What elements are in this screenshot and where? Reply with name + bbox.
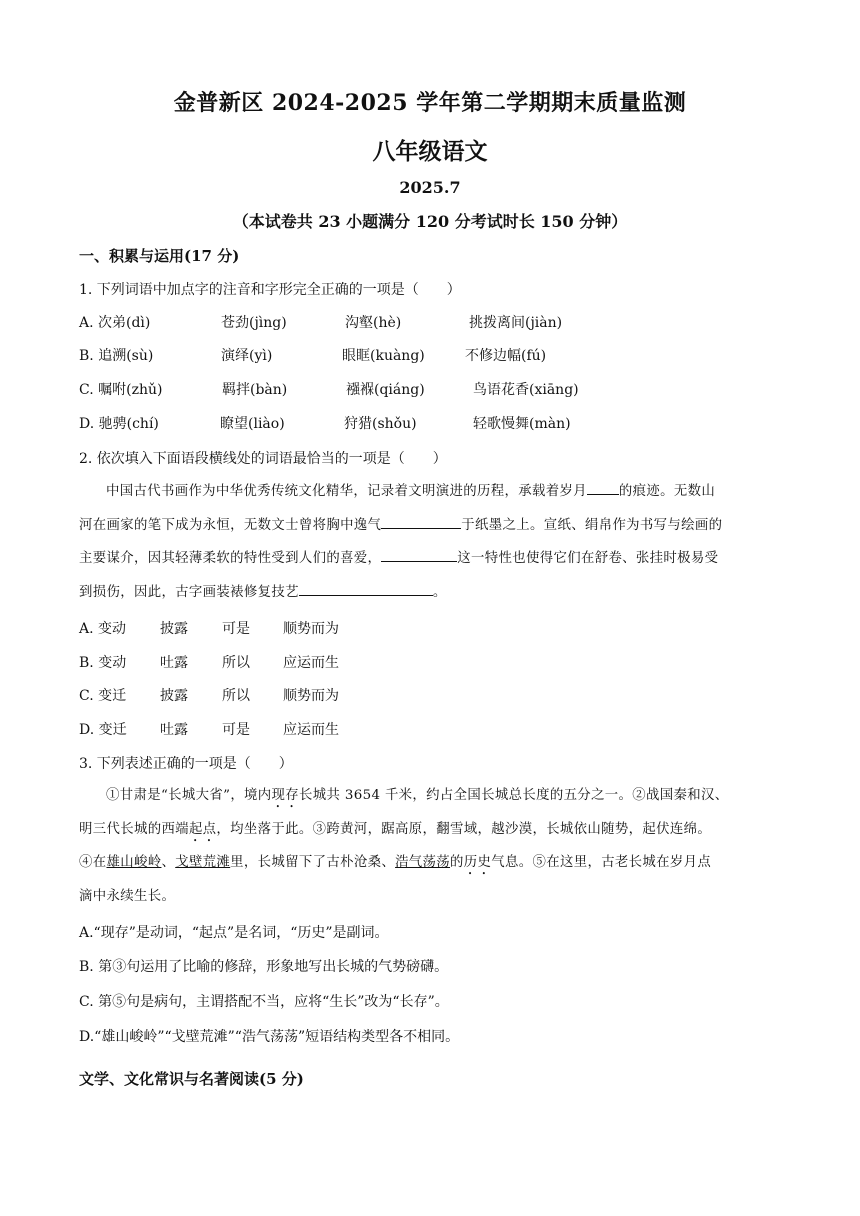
passage-text: 河在画家的笔下成为永恒，无数文士曾将胸中逸气 bbox=[79, 517, 382, 533]
question-2-passage bbox=[79, 475, 781, 609]
question-1-option-b bbox=[79, 345, 799, 365]
option-word: 披露 bbox=[160, 688, 188, 704]
option-word: A. 次弟(dì) bbox=[79, 315, 151, 331]
question-3-passage bbox=[79, 779, 781, 913]
question-3-option-c: C. 第⑤句是病句，主谓搭配不当，应将“生长”改为“长存”。 bbox=[79, 994, 449, 1010]
fill-blank-3 bbox=[381, 547, 457, 562]
option-word: 襁褓(qiáng) bbox=[346, 382, 425, 398]
question-2-option-c bbox=[79, 685, 799, 705]
marked-word-xiancun: 现存 bbox=[271, 788, 300, 803]
option-word: D. 驰骋(chí) bbox=[79, 416, 159, 432]
exam-info: （本试卷共 23 小题满分 120 分考试时长 150 分钟） bbox=[232, 212, 628, 231]
passage-text: 中国古代书画作为中华优秀传统文化精华，记录着文明演进的历程，承载着岁月 bbox=[106, 484, 587, 499]
option-word: 可是 bbox=[222, 621, 250, 637]
subject-title: 八年级语文 bbox=[372, 138, 488, 165]
option-word: D. 变迁 bbox=[79, 722, 127, 738]
option-word: 瞭望(liào) bbox=[220, 416, 285, 432]
passage-text: ④在 bbox=[79, 855, 107, 871]
passage-text: ，均坐落于此。③跨黄河，踞高原，翻雪域，越沙漠，长城依山随势，起伏连绵。 bbox=[216, 821, 712, 837]
question-2-option-d bbox=[79, 719, 799, 739]
option-word: C. 嘱咐(zhǔ) bbox=[79, 382, 163, 398]
fill-blank-1 bbox=[587, 480, 619, 495]
question-1-stem: 1. 下列词语中加点字的注音和字形完全正确的一项是（ ） bbox=[79, 282, 461, 298]
option-word: 羁拌(bàn) bbox=[222, 382, 288, 398]
passage-text: ①甘肃是“长城大省”，境内 bbox=[106, 788, 272, 803]
fill-blank-2 bbox=[381, 514, 461, 529]
passage-text: 到损伤，因此，古字画装裱修复技艺 bbox=[79, 584, 299, 600]
question-1-option-c bbox=[79, 379, 799, 399]
question-2-option-b bbox=[79, 652, 799, 672]
option-word: 顺势而为 bbox=[283, 688, 339, 704]
exam-date: 2025.7 bbox=[399, 178, 461, 197]
marked-word-lishi: 历史 bbox=[463, 855, 492, 871]
option-word: 吐露 bbox=[160, 655, 188, 671]
option-word: A. 变动 bbox=[79, 621, 127, 637]
option-word: 挑拨离间(jiàn) bbox=[469, 315, 563, 331]
option-word: 鸟语花香(xiāng) bbox=[473, 382, 579, 398]
section-heading-1: 一、积累与运用(17 分) bbox=[79, 247, 240, 265]
option-word: C. 变迁 bbox=[79, 688, 127, 704]
underlined-phrase-1: 雄山峻岭 bbox=[106, 855, 162, 871]
passage-text: 的 bbox=[450, 855, 464, 871]
passage-text: 。 bbox=[432, 584, 447, 600]
option-word: 吐露 bbox=[160, 722, 188, 738]
option-word: 应运而生 bbox=[283, 655, 339, 671]
question-3-option-b: B. 第③句运用了比喻的修辞，形象地写出长城的气势磅礴。 bbox=[79, 959, 449, 975]
underlined-phrase-2: 戈壁荒滩 bbox=[175, 855, 231, 871]
question-3-stem: 3. 下列表述正确的一项是（ ） bbox=[79, 756, 293, 772]
passage-text: 这一特性也使得它们在舒卷、张挂时极易受 bbox=[457, 551, 719, 567]
passage-text: 长城共 3654 千米，约占全国长城总长度的五分之一。②战国秦和汉、 bbox=[299, 788, 729, 803]
fill-blank-4 bbox=[299, 581, 433, 596]
option-word: 狩猎(shǒu) bbox=[344, 416, 417, 432]
option-word: 苍劲(jìng) bbox=[221, 315, 287, 331]
section-heading-2: 文学、文化常识与名著阅读(5 分) bbox=[79, 1070, 304, 1088]
option-word: 可是 bbox=[222, 722, 250, 738]
option-word: B. 变动 bbox=[79, 655, 127, 671]
option-word: 轻歌慢舞(màn) bbox=[473, 416, 571, 432]
option-word: 所以 bbox=[222, 655, 250, 671]
exam-title: 金普新区 2024-2025 学年第二学期期末质量监测 bbox=[173, 90, 687, 116]
passage-text: 的痕迹。无数山 bbox=[618, 484, 716, 499]
passage-text: 主要谋介，因其轻薄柔软的特性受到人们的喜爱， bbox=[79, 551, 382, 567]
option-word: 不修边幅(fú) bbox=[465, 348, 547, 364]
option-word: 顺势而为 bbox=[283, 621, 339, 637]
question-3-option-d: D.“雄山峻岭”“戈壁荒滩”“浩气荡荡”短语结构类型各不相同。 bbox=[79, 1029, 460, 1045]
option-word: 演绎(yì) bbox=[221, 348, 273, 364]
question-2-stem: 2. 依次填入下面语段横线处的词语最恰当的一项是（ ） bbox=[79, 451, 447, 467]
option-word: 披露 bbox=[160, 621, 188, 637]
question-2-option-a bbox=[79, 618, 799, 638]
option-word: 沟壑(hè) bbox=[345, 315, 402, 331]
passage-text: 于纸墨之上。宣纸、绢帛作为书写与绘画的 bbox=[461, 517, 723, 533]
passage-text: 滴中永续生长。 bbox=[79, 888, 176, 904]
passage-text: 、 bbox=[161, 855, 176, 871]
passage-text: 里，长城留下了古朴沧桑、 bbox=[230, 855, 396, 871]
marked-word-qidian: 起点 bbox=[188, 821, 217, 837]
option-word: 眼眶(kuàng) bbox=[342, 348, 425, 364]
passage-text: 气息。⑤在这里，古老长城在岁月点 bbox=[491, 855, 712, 871]
question-1-option-a bbox=[79, 312, 799, 332]
option-word: B. 追溯(sù) bbox=[79, 348, 154, 364]
option-word: 应运而生 bbox=[283, 722, 339, 738]
question-3-option-a: A.“现存”是动词，“起点”是名词，“历史”是副词。 bbox=[79, 925, 389, 941]
passage-text: 明三代长城的西端 bbox=[79, 821, 189, 837]
option-word: 所以 bbox=[222, 688, 250, 704]
question-1-option-d bbox=[79, 413, 799, 433]
underlined-phrase-3: 浩气荡荡 bbox=[395, 855, 451, 871]
